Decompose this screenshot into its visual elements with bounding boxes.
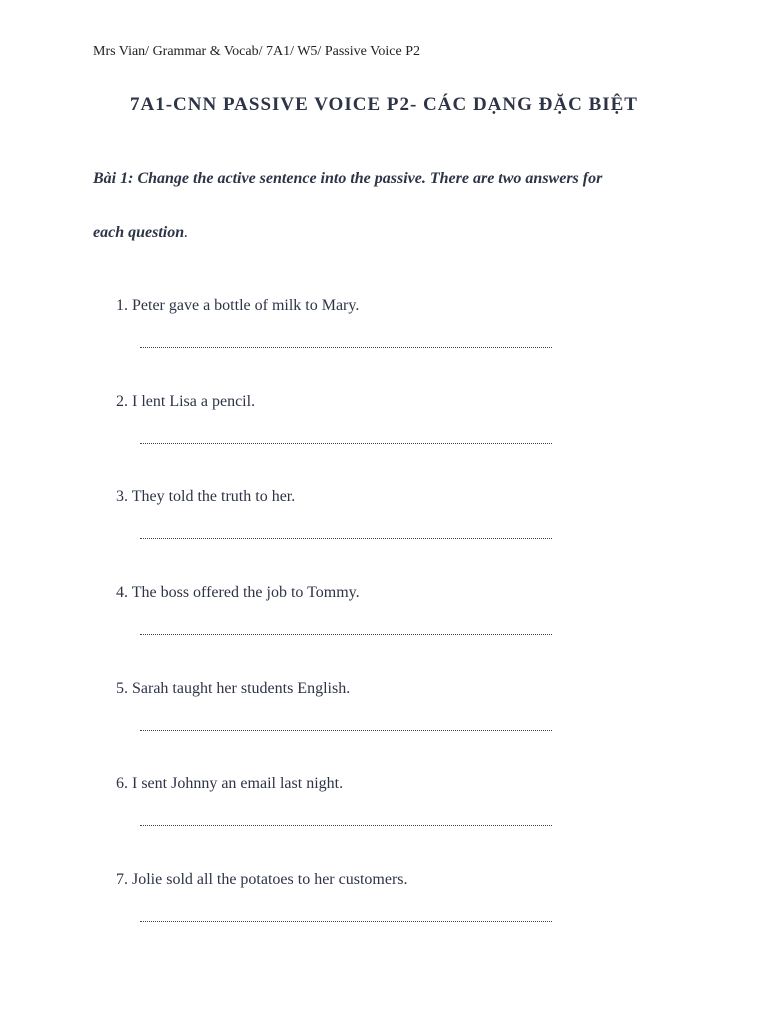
worksheet-title: 7A1-CNN PASSIVE VOICE P2- CÁC DẠNG ĐẶC BIỆT [130,94,638,115]
question-text [116,393,255,411]
question-item [116,871,576,967]
instruction-period: . [184,224,189,241]
answer-line[interactable] [140,347,552,348]
question-sentence: I lent Lisa a pencil. [132,392,256,410]
question-text [116,488,295,506]
question-sentence: The boss offered the job to Tommy. [131,584,360,602]
instruction-text: : Change the active sentence into the passive. There are two answers for [128,170,603,187]
answer-line[interactable] [140,634,552,635]
answer-line[interactable] [140,538,552,539]
answer-line[interactable] [140,921,552,922]
exercise-instruction-line-2 [93,224,188,242]
answer-line[interactable] [140,825,552,826]
question-number: 3. [116,488,128,506]
question-number: 1. [116,297,128,314]
question-text [116,680,350,698]
question-sentence: Sarah taught her students English. [132,679,351,697]
question-item [116,680,576,776]
exercise-label: Bài 1 [93,170,129,187]
question-item [116,488,576,584]
instruction-text-continued: each question [93,224,185,241]
question-item [116,297,576,393]
answer-line[interactable] [140,730,552,731]
question-text [116,297,359,315]
question-text [116,775,343,793]
question-item [116,584,576,680]
question-sentence: They told the truth to her. [131,488,296,506]
question-text [116,584,360,602]
running-header: Mrs Vian/ Grammar & Vocab/ 7A1/ W5/ Passive Voice P2 [93,44,420,59]
question-sentence: Peter gave a bottle of milk to Mary. [132,297,360,314]
question-number: 4. [116,584,128,602]
question-list [116,297,576,967]
answer-line[interactable] [140,443,552,444]
question-item [116,393,576,489]
question-text [116,871,408,889]
question-sentence: I sent Johnny an email last night. [132,775,344,793]
question-number: 7. [116,871,128,889]
question-sentence: Jolie sold all the potatoes to her customers. [132,871,408,889]
question-item [116,775,576,871]
question-number: 5. [116,679,128,697]
exercise-instruction-line-1 [93,170,602,188]
question-number: 6. [116,775,128,793]
question-number: 2. [116,392,128,410]
